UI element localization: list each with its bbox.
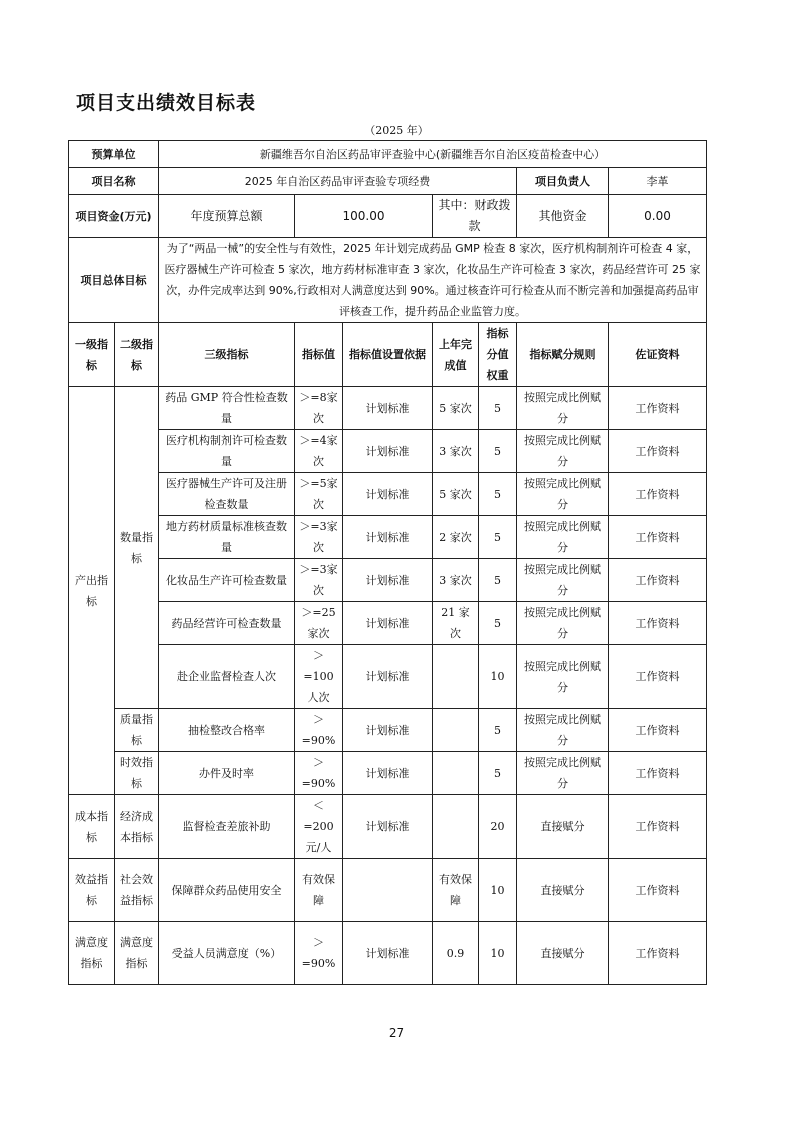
- indicator-weight: 5: [479, 752, 517, 795]
- indicator-value: ＜=200元/人: [295, 795, 343, 859]
- indicator-evidence: 工作资料: [609, 430, 707, 473]
- indicator-value: ＞=90%: [295, 709, 343, 752]
- indicator-rule: 按照完成比例赋分: [517, 752, 609, 795]
- table-row: [69, 473, 707, 516]
- indicator-weight: 10: [479, 859, 517, 922]
- indicator-evidence: 工作资料: [609, 645, 707, 709]
- indicator-value: ＞=90%: [295, 752, 343, 795]
- header-level3: 三级指标: [159, 323, 295, 387]
- annual-budget-label: 年度预算总额: [159, 195, 295, 238]
- indicator-evidence: 工作资料: [609, 559, 707, 602]
- indicator-header-row: [69, 323, 707, 387]
- header-value: 指标值: [295, 323, 343, 387]
- indicator-basis: 计划标准: [343, 602, 433, 645]
- header-prev: 上年完成值: [433, 323, 479, 387]
- indicator-name: 保障群众药品使用安全: [159, 859, 295, 922]
- annual-budget-value: 100.00: [295, 195, 433, 238]
- table-row: [69, 430, 707, 473]
- overall-goal-row: [69, 238, 707, 323]
- indicator-prev: 2 家次: [433, 516, 479, 559]
- table-row: [69, 559, 707, 602]
- document-title: 项目支出绩效目标表: [76, 92, 257, 114]
- indicator-name: 药品经营许可检查数量: [159, 602, 295, 645]
- indicator-name: 抽检整改合格率: [159, 709, 295, 752]
- indicator-value: ＞=90%: [295, 922, 343, 985]
- indicator-evidence: 工作资料: [609, 473, 707, 516]
- table-row: [69, 645, 707, 709]
- indicator-value: ＞=3家次: [295, 559, 343, 602]
- project-lead-value: 李革: [609, 168, 707, 195]
- table-row: [69, 752, 707, 795]
- indicator-value: ＞=4家次: [295, 430, 343, 473]
- indicator-evidence: 工作资料: [609, 752, 707, 795]
- indicator-rule: 按照完成比例赋分: [517, 516, 609, 559]
- unit-row: [69, 141, 707, 168]
- indicator-basis: 计划标准: [343, 387, 433, 430]
- indicator-prev: 21 家次: [433, 602, 479, 645]
- year-label: （2025 年）: [364, 124, 429, 137]
- indicator-rule: 按照完成比例赋分: [517, 602, 609, 645]
- indicator-name: 药品 GMP 符合性检查数量: [159, 387, 295, 430]
- indicator-name: 医疗器械生产许可及注册检查数量: [159, 473, 295, 516]
- indicator-evidence: 工作资料: [609, 795, 707, 859]
- indicator-prev: [433, 645, 479, 709]
- indicator-basis: 计划标准: [343, 473, 433, 516]
- header-rule: 指标赋分规则: [517, 323, 609, 387]
- indicator-rule: 直接赋分: [517, 922, 609, 985]
- indicator-weight: 10: [479, 922, 517, 985]
- indicator-name: 化妆品生产许可检查数量: [159, 559, 295, 602]
- header-level2: 二级指标: [115, 323, 159, 387]
- unit-value: 新疆维吾尔自治区药品审评查验中心(新疆维吾尔自治区疫苗检查中心）: [159, 141, 707, 168]
- project-name-row: [69, 168, 707, 195]
- header-basis: 指标值设置依据: [343, 323, 433, 387]
- unit-label: 预算单位: [69, 141, 159, 168]
- table-row: [69, 709, 707, 752]
- indicator-weight: 5: [479, 430, 517, 473]
- indicator-prev: 3 家次: [433, 559, 479, 602]
- other-funds-value: 0.00: [609, 195, 707, 238]
- indicator-basis: 计划标准: [343, 709, 433, 752]
- group-quality: 质量指标: [115, 709, 159, 752]
- group-satisfaction: 满意度指标: [69, 922, 115, 985]
- indicator-basis: 计划标准: [343, 645, 433, 709]
- indicator-rule: 按照完成比例赋分: [517, 387, 609, 430]
- table-row: [69, 387, 707, 430]
- indicator-basis: 计划标准: [343, 430, 433, 473]
- indicator-evidence: 工作资料: [609, 922, 707, 985]
- indicator-rule: 按照完成比例赋分: [517, 645, 609, 709]
- project-name-value: 2025 年自治区药品审评查验专项经费: [159, 168, 517, 195]
- group-timeliness: 时效指标: [115, 752, 159, 795]
- project-lead-label: 项目负责人: [517, 168, 609, 195]
- indicator-prev: 有效保障: [433, 859, 479, 922]
- indicator-basis: 计划标准: [343, 922, 433, 985]
- indicator-rule: 按照完成比例赋分: [517, 709, 609, 752]
- indicator-prev: [433, 795, 479, 859]
- group-cost: 成本指标: [69, 795, 115, 859]
- indicator-evidence: 工作资料: [609, 859, 707, 922]
- performance-target-table: [68, 140, 707, 985]
- indicator-rule: 按照完成比例赋分: [517, 559, 609, 602]
- indicator-weight: 5: [479, 473, 517, 516]
- indicator-name: 监督检查差旅补助: [159, 795, 295, 859]
- indicator-basis: 计划标准: [343, 516, 433, 559]
- indicator-prev: 5 家次: [433, 473, 479, 516]
- indicator-name: 办件及时率: [159, 752, 295, 795]
- group-benefit: 效益指标: [69, 859, 115, 922]
- header-weight: 指标分值权重: [479, 323, 517, 387]
- group-satisfaction-sub: 满意度指标: [115, 922, 159, 985]
- indicator-weight: 10: [479, 645, 517, 709]
- table-row: [69, 922, 707, 985]
- overall-goal-label: 项目总体目标: [69, 238, 159, 323]
- indicator-value: 有效保障: [295, 859, 343, 922]
- indicator-weight: 5: [479, 559, 517, 602]
- indicator-name: 受益人员满意度（%）: [159, 922, 295, 985]
- funds-row: [69, 195, 707, 238]
- indicator-basis: 计划标准: [343, 559, 433, 602]
- indicator-prev: 0.9: [433, 922, 479, 985]
- header-evidence: 佐证资料: [609, 323, 707, 387]
- indicator-rule: 按照完成比例赋分: [517, 430, 609, 473]
- indicator-rule: 直接赋分: [517, 795, 609, 859]
- group-economic-cost: 经济成本指标: [115, 795, 159, 859]
- indicator-weight: 5: [479, 709, 517, 752]
- indicator-prev: [433, 752, 479, 795]
- indicator-value: ＞=8家次: [295, 387, 343, 430]
- indicator-basis: [343, 859, 433, 922]
- group-social-benefit: 社会效益指标: [115, 859, 159, 922]
- indicator-value: ＞=25家次: [295, 602, 343, 645]
- fiscal-label: 其中：财政拨款: [433, 195, 517, 238]
- indicator-value: ＞=5家次: [295, 473, 343, 516]
- indicator-value: ＞=100人次: [295, 645, 343, 709]
- indicator-weight: 5: [479, 602, 517, 645]
- table-row: [69, 602, 707, 645]
- indicator-basis: 计划标准: [343, 752, 433, 795]
- indicator-basis: 计划标准: [343, 795, 433, 859]
- funds-label: 项目资金(万元): [69, 195, 159, 238]
- overall-goal-text: 为了“两品一械”的安全性与有效性，2025 年计划完成药品 GMP 检查 8 家次，医疗机构制剂许可检查 4 家，医疗器械生产许可检查 5 家次，地方药材标准审查 3 家次，化妆品生产许可检查 3 家次，药品经营许可 25 家次，办件完成率达到 90%,行政相对人满意度达到 90%。通过核查许可行检查从而不断完善和加强提高药品审评核查工作，提升药品企业监管力度。: [159, 238, 707, 323]
- indicator-weight: 20: [479, 795, 517, 859]
- indicator-rule: 直接赋分: [517, 859, 609, 922]
- indicator-evidence: 工作资料: [609, 516, 707, 559]
- indicator-weight: 5: [479, 516, 517, 559]
- indicator-prev: 3 家次: [433, 430, 479, 473]
- project-name-label: 项目名称: [69, 168, 159, 195]
- indicator-name: 地方药材质量标准核查数量: [159, 516, 295, 559]
- indicator-evidence: 工作资料: [609, 602, 707, 645]
- indicator-evidence: 工作资料: [609, 387, 707, 430]
- indicator-name: 医疗机构制剂许可检查数量: [159, 430, 295, 473]
- indicator-prev: 5 家次: [433, 387, 479, 430]
- table-row: [69, 516, 707, 559]
- indicator-value: ＞=3家次: [295, 516, 343, 559]
- indicator-name: 赴企业监督检查人次: [159, 645, 295, 709]
- group-quantity: 数量指标: [115, 387, 159, 709]
- indicator-evidence: 工作资料: [609, 709, 707, 752]
- page-number: 27: [388, 1026, 405, 1040]
- group-output: 产出指标: [69, 387, 115, 795]
- header-level1: 一级指标: [69, 323, 115, 387]
- indicator-rule: 按照完成比例赋分: [517, 473, 609, 516]
- table-row: [69, 795, 707, 859]
- other-funds-label: 其他资金: [517, 195, 609, 238]
- indicator-prev: [433, 709, 479, 752]
- table-row: [69, 859, 707, 922]
- indicator-weight: 5: [479, 387, 517, 430]
